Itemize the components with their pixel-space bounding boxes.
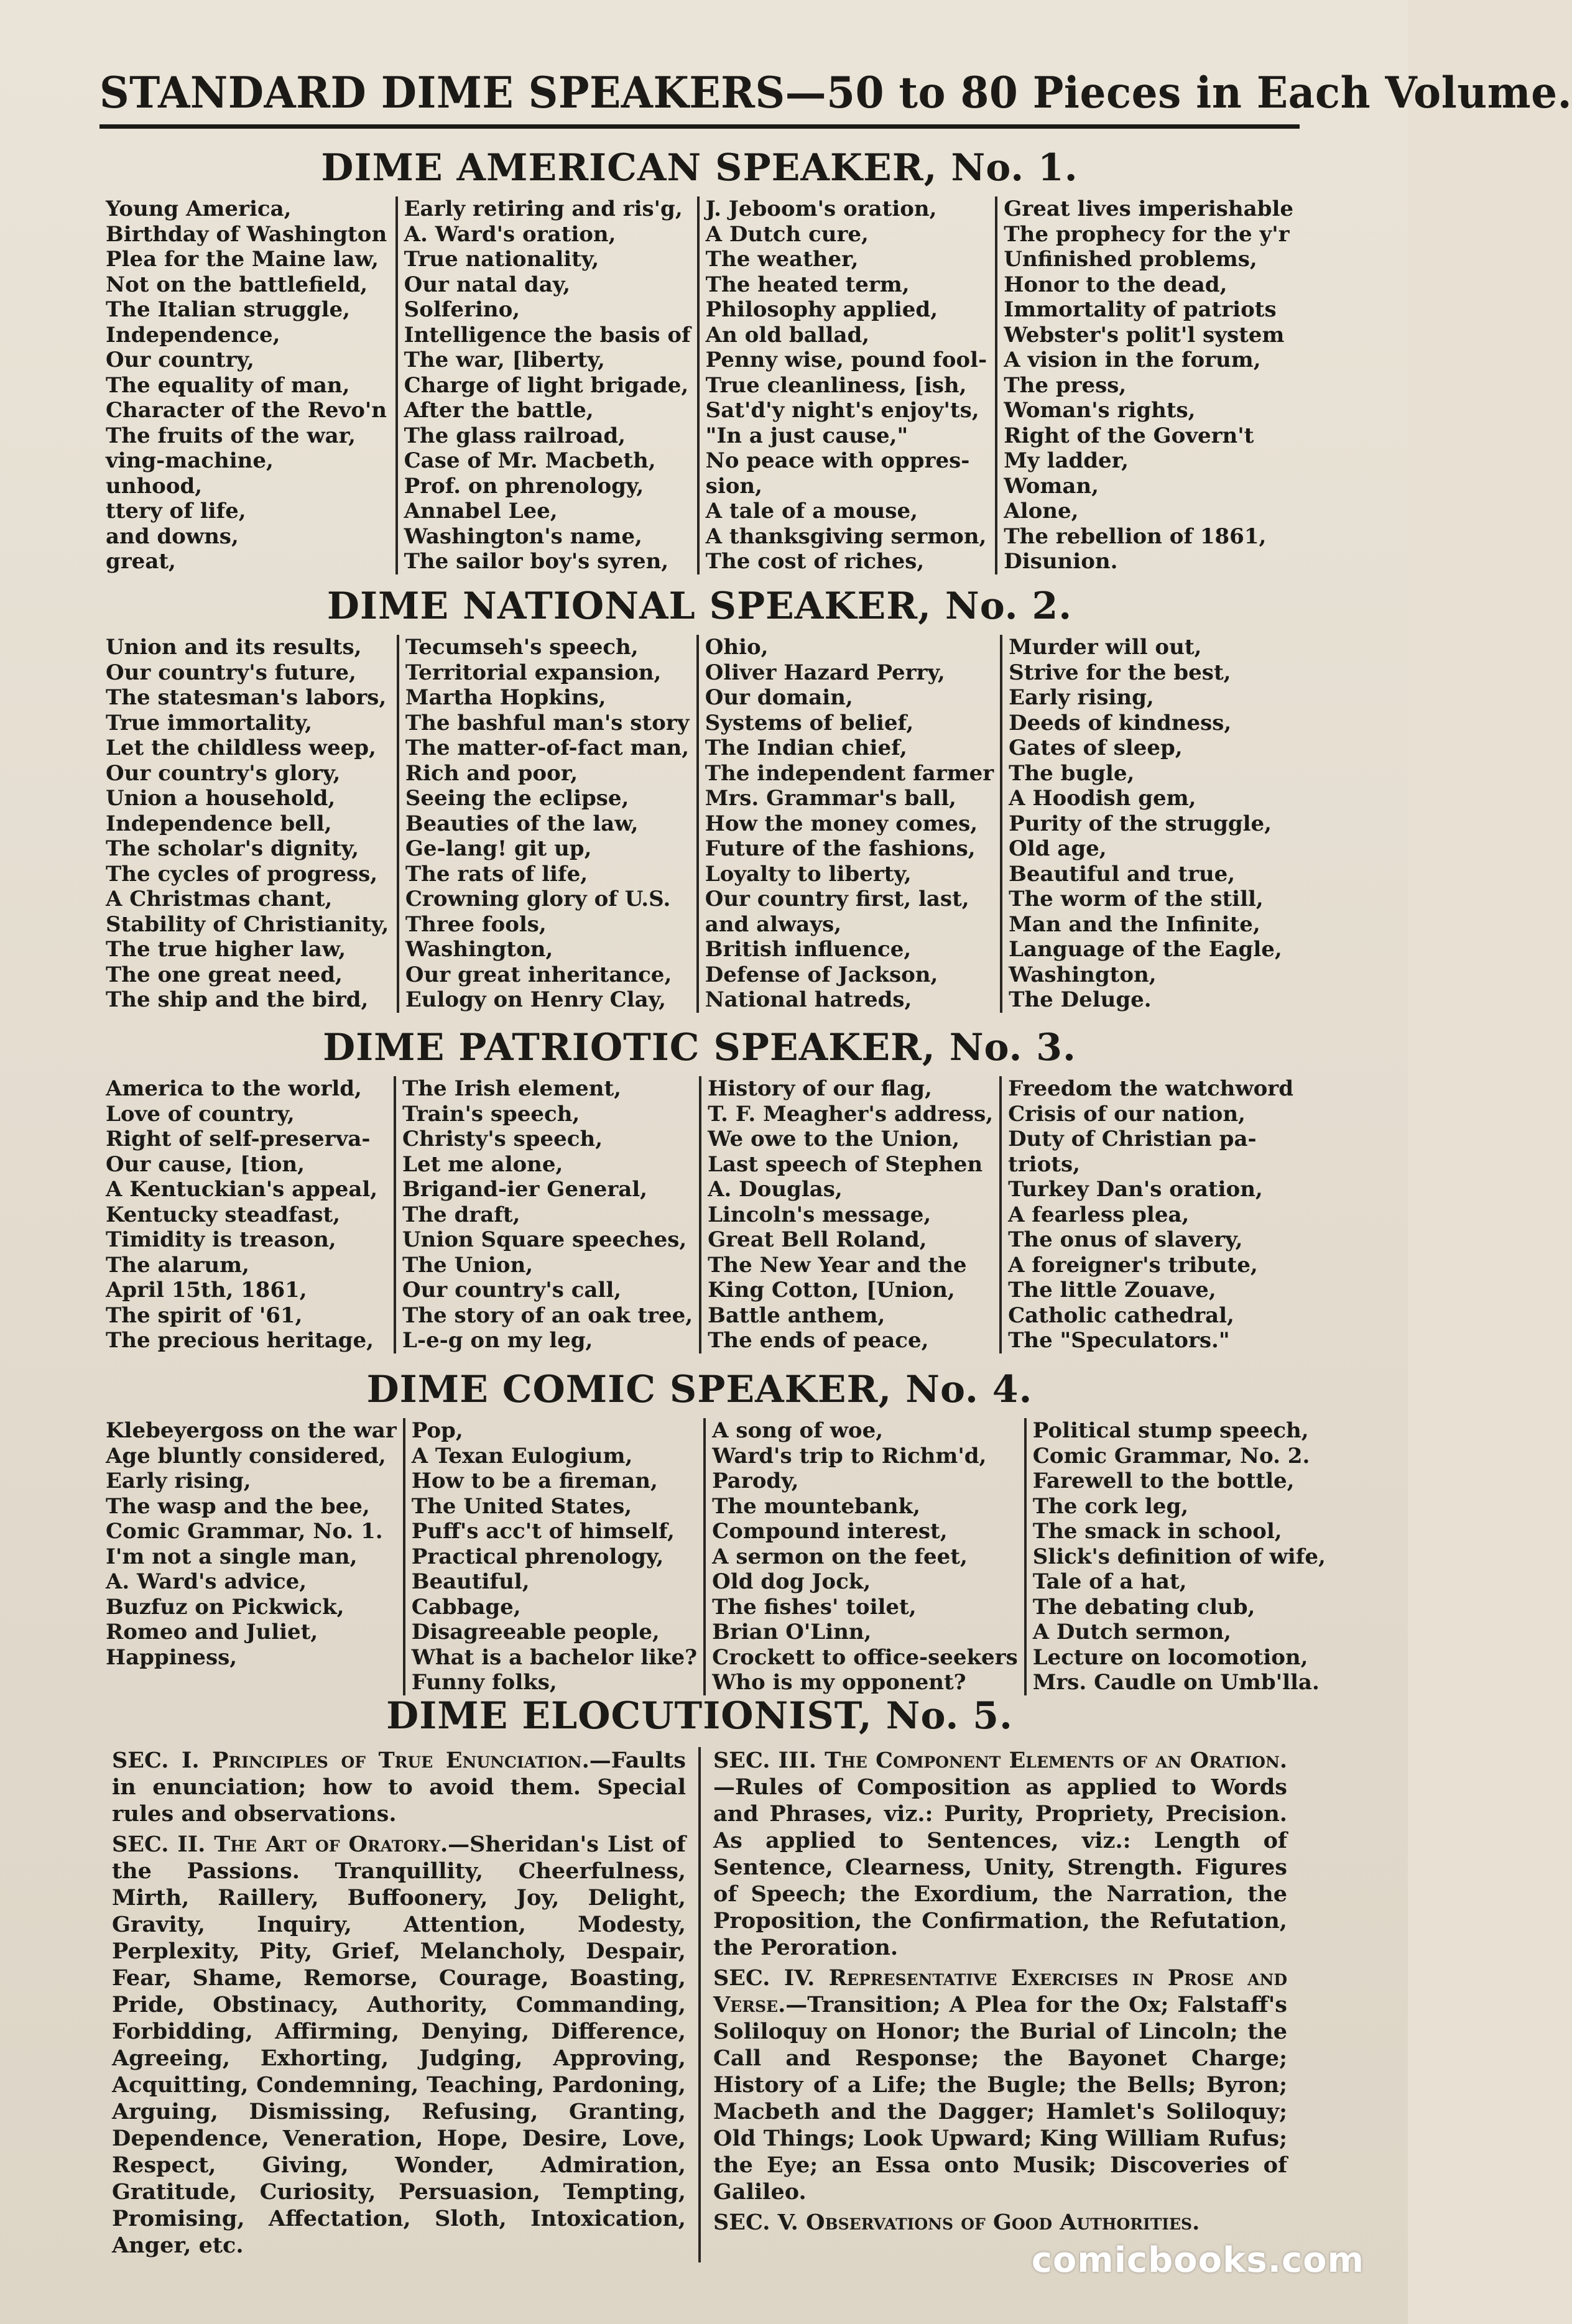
list-item: Not on the battlefield, <box>106 272 368 297</box>
list-item: Buzfuz on Pickwick, <box>106 1594 344 1620</box>
list-item: Union Square speeches, <box>402 1227 687 1252</box>
elocution-paragraph <box>713 1747 1287 1961</box>
elocution-paragraph <box>112 1747 686 1827</box>
list-item: Character of the Revo'n <box>106 398 387 423</box>
list-item: The rebellion of 1861, <box>1004 523 1267 549</box>
list-item: A song of woe, <box>712 1418 884 1443</box>
paragraph-heading: SEC. I. Principles of True Enunciation. <box>112 1748 590 1773</box>
list-item: Our cause, [tion, <box>106 1151 305 1177</box>
list-item: The prophecy for the y'r <box>1004 221 1290 247</box>
list-item: Ge-lang! git up, <box>405 836 592 861</box>
list-item: L-e-g on my leg, <box>402 1328 593 1353</box>
list-item: Happiness, <box>106 1644 238 1670</box>
list-item: Stability of Christianity, <box>106 911 389 937</box>
header-rule <box>99 124 1300 129</box>
list-item: A tale of a mouse, <box>705 499 918 523</box>
list-item: How to be a fireman, <box>411 1469 658 1493</box>
list-item: The draft, <box>402 1202 520 1227</box>
list-item: Territorial expansion, <box>405 660 662 685</box>
section-comic-speaker <box>99 1365 1326 1695</box>
list-item: The true higher law, <box>106 937 346 962</box>
list-item: Intelligence the basis of <box>404 322 691 348</box>
elocution-paragraph <box>713 2209 1287 2236</box>
list-item: Man and the Infinite, <box>1009 911 1260 937</box>
list-item: Comic Grammar, No. 2. <box>1032 1443 1310 1469</box>
list-item: True immortality, <box>106 710 312 735</box>
paragraph-body: —Faults in enunciation; how to avoid them. Special rules and observations. <box>112 1748 686 1827</box>
list-item: unhood, <box>106 473 203 499</box>
list-item: Independence, <box>106 322 280 348</box>
list-item: Sat'd'y night's enjoy'ts, <box>705 398 979 423</box>
list-item: Mrs. Grammar's ball, <box>705 786 956 811</box>
list-item: King Cotton, [Union, <box>708 1278 955 1303</box>
list-column <box>403 1418 703 1695</box>
list-item: The spirit of '61, <box>106 1303 303 1328</box>
list-item: Crisis of our nation, <box>1008 1101 1246 1127</box>
list-item: Catholic cathedral, <box>1008 1303 1234 1328</box>
list-item: and always, <box>705 911 842 937</box>
list-item: I'm not a single man, <box>106 1544 358 1569</box>
list-item: The debating club, <box>1032 1594 1255 1620</box>
list-item: The statesman's labors, <box>106 685 387 710</box>
list-item: The scholar's dignity, <box>106 836 359 861</box>
list-item: ttery of life, <box>106 499 246 523</box>
list-item: A sermon on the feet, <box>712 1544 968 1569</box>
list-item: We owe to the Union, <box>708 1127 960 1151</box>
list-item: A Texan Eulogium, <box>411 1443 633 1469</box>
list-item: Right of the Govern't <box>1004 423 1254 448</box>
paragraph-body: —Transition; A Plea for the Ox; Falstaff's Soliloquy on Honor; the Burial of Lincoln; the Call and Response; the Bayonet Charge; History of a Life; the Bugle; the Bells; Byron; Macbeth and the Dagger; Hamlet's Soliloquy; Old Things; Look Upward; King William Rufus; the Eye; an Essa onto Musik; Discoveries of Galileo. <box>713 1992 1287 2205</box>
list-item: Birthday of Washington <box>106 221 387 247</box>
paragraph-heading: SEC. III. The Component Elements of an Oration. <box>713 1748 1287 1773</box>
elocutionist-columns <box>99 1747 1300 2262</box>
list-item: The ship and the bird, <box>106 987 369 1012</box>
list-column <box>699 1076 999 1353</box>
list-item: The ends of peace, <box>708 1328 929 1353</box>
section-title: DIME AMERICAN SPEAKER, No. 1. <box>321 146 1078 190</box>
list-item: Washington, <box>1009 962 1157 987</box>
list-item: Puff's acc't of himself, <box>411 1519 675 1544</box>
list-item: Comic Grammar, No. 1. <box>106 1519 383 1544</box>
list-item: The war, [liberty, <box>404 348 605 372</box>
list-item: Washington, <box>405 937 553 962</box>
list-column <box>1024 1418 1332 1695</box>
list-column <box>1000 635 1300 1013</box>
list-item: The worm of the still, <box>1009 887 1264 911</box>
list-item: Christy's speech, <box>402 1127 603 1151</box>
section-national-speaker <box>99 581 1300 1013</box>
list-item: A Christmas chant, <box>106 887 333 911</box>
list-item: The smack in school, <box>1032 1519 1282 1544</box>
list-item: After the battle, <box>404 398 594 423</box>
list-item: Tecumseh's speech, <box>405 635 639 660</box>
list-item: Our country, <box>106 348 254 372</box>
list-column <box>995 196 1300 574</box>
list-item: The story of an oak tree, <box>402 1303 693 1328</box>
list-item: Martha Hopkins, <box>405 685 606 710</box>
list-item: sion, <box>705 473 762 499</box>
paragraph-body: —Sheridan's List of the Passions. Tranquillity, Cheerfulness, Mirth, Raillery, Buffoonery, Joy, Delight, Gravity, Inquiry, Attention, Modesty, Perplexity, Pity, Grief, Melancholy, Despair, Fear, Shame, Remorse, Courage, Boasting, Pride, Obstinacy, Authority, Commanding, Forbidding, Affirming, Denying, Difference, Agreeing, Exhorting, Judging, Approving, Acquitting, Condemning, Teaching, Pardoning, Arguing, Dismissing, Refusing, Granting, Dependence, Veneration, Hope, Desire, Love, Respect, Giving, Wonder, Admiration, Gratitude, Curiosity, Persuasion, Tempting, Promising, Affectation, Sloth, Intoxication, Anger, etc. <box>112 1832 686 2258</box>
section-columns <box>99 196 1300 574</box>
list-item: The Indian chief, <box>705 735 907 760</box>
list-item: Defense of Jackson, <box>705 962 938 987</box>
list-item: Old age, <box>1009 836 1107 861</box>
list-item: What is a bachelor like? <box>411 1644 698 1670</box>
list-item: Purity of the struggle, <box>1009 811 1272 836</box>
list-item: Great Bell Roland, <box>708 1227 927 1252</box>
list-item: Murder will out, <box>1009 635 1202 660</box>
list-item: The onus of slavery, <box>1008 1227 1243 1252</box>
list-item: The "Speculators." <box>1008 1328 1230 1353</box>
list-column <box>394 1076 699 1353</box>
list-item: triots, <box>1008 1151 1080 1177</box>
list-item: Early rising, <box>1009 685 1154 710</box>
list-item: How the money comes, <box>705 811 978 836</box>
list-item: Battle anthem, <box>708 1303 885 1328</box>
list-item: The one great need, <box>106 962 343 987</box>
list-item: "In a just cause," <box>705 423 909 448</box>
list-item: Compound interest, <box>712 1519 948 1544</box>
list-item: Our country's future, <box>106 660 356 685</box>
list-item: Loyalty to liberty, <box>705 861 912 887</box>
list-item: Deeds of kindness, <box>1009 710 1232 735</box>
section-columns <box>99 1076 1300 1353</box>
list-item: J. Jeboom's oration, <box>705 196 937 221</box>
list-item: A foreigner's tribute, <box>1008 1252 1258 1278</box>
list-item: National hatreds, <box>705 987 912 1012</box>
list-item: A Dutch cure, <box>705 221 869 247</box>
list-item: Pop, <box>411 1418 463 1443</box>
list-item: The alarum, <box>106 1252 249 1278</box>
list-item: Funny folks, <box>411 1670 557 1695</box>
list-item: Early retiring and ris'g, <box>404 196 683 221</box>
list-item: The Irish element, <box>402 1076 622 1101</box>
list-column <box>397 635 696 1013</box>
list-item: The New Year and the <box>708 1252 967 1278</box>
list-item: The rats of life, <box>405 861 588 887</box>
list-item: Last speech of Stephen <box>708 1151 983 1177</box>
list-item: A. Ward's advice, <box>106 1569 307 1594</box>
list-item: Right of self-preserva- <box>106 1127 371 1151</box>
list-item: Our great inheritance, <box>405 962 672 987</box>
list-item: Mrs. Caudle on Umb'lla. <box>1032 1670 1320 1695</box>
list-item: America to the world, <box>106 1076 362 1101</box>
list-column <box>999 1076 1300 1353</box>
list-item: My ladder, <box>1004 448 1129 473</box>
list-item: The mountebank, <box>712 1493 920 1519</box>
paragraph-heading: SEC. IV. Representative Exercises in Prose and Verse. <box>713 1965 1287 2017</box>
list-item: Plea for the Maine law, <box>106 247 379 272</box>
list-item: The heated term, <box>705 272 910 297</box>
list-item: Let the childless weep, <box>106 735 376 760</box>
list-item: The bashful man's story <box>405 710 690 735</box>
list-item: Language of the Eagle, <box>1009 937 1282 962</box>
list-item: Seeing the eclipse, <box>405 786 629 811</box>
list-column <box>395 196 697 574</box>
list-item: Tale of a hat, <box>1032 1569 1187 1594</box>
list-item: Early rising, <box>106 1469 251 1493</box>
list-item: Woman, <box>1004 473 1099 499</box>
list-item: Honor to the dead, <box>1004 272 1228 297</box>
list-item: The bugle, <box>1009 760 1135 786</box>
list-item: Immortality of patriots <box>1004 297 1277 322</box>
list-item: A Hoodish gem, <box>1009 786 1196 811</box>
list-item: Disagreeable people, <box>411 1620 660 1644</box>
list-item: Beauties of the law, <box>405 811 639 836</box>
list-item: A vision in the forum, <box>1004 348 1261 372</box>
list-item: The Deluge. <box>1009 987 1152 1012</box>
paragraph-body: —Rules of Composition as applied to Words and Phrases, viz.: Purity, Propriety, Precision. As applied to Sentences, viz.: Length of Sentence, Clearness, Unity, Strength. Figures of Speech; the Exordium, the Narration, the Proposition, the Confirmation, the Refutation, the Peroration. <box>713 1774 1287 1960</box>
list-item: Ward's trip to Richm'd, <box>712 1443 987 1469</box>
list-item: Brian O'Linn, <box>712 1620 872 1644</box>
list-item: An old ballad, <box>705 322 870 348</box>
list-item: A. Douglas, <box>708 1177 843 1202</box>
list-item: and downs, <box>106 523 239 549</box>
list-item: The Union, <box>402 1252 534 1278</box>
list-item: Eulogy on Henry Clay, <box>405 987 667 1012</box>
list-item: Romeo and Juliet, <box>106 1620 318 1644</box>
list-item: Crowning glory of U.S. <box>405 887 671 911</box>
list-item: April 15th, 1861, <box>106 1278 307 1303</box>
list-item: The wasp and the bee, <box>106 1493 370 1519</box>
elocution-paragraph <box>112 1831 686 2259</box>
list-item: The press, <box>1004 372 1127 398</box>
paragraph-heading: SEC. V. Observations of Good Authorities. <box>713 2210 1200 2235</box>
list-item: The fruits of the war, <box>106 423 356 448</box>
list-item: The glass railroad, <box>404 423 626 448</box>
list-item: Farewell to the bottle, <box>1032 1469 1295 1493</box>
list-column <box>703 1418 1024 1695</box>
list-item: Woman's rights, <box>1004 398 1196 423</box>
elocutionist-right-column <box>698 1747 1300 2262</box>
list-item: Age bluntly considered, <box>106 1443 386 1469</box>
elocutionist-left-column <box>99 1747 698 2262</box>
watermark: comicbooks.com <box>1031 2240 1364 2280</box>
list-item: Kentucky steadfast, <box>106 1202 341 1227</box>
list-item: The United States, <box>411 1493 632 1519</box>
list-item: Duty of Christian pa- <box>1008 1127 1257 1151</box>
list-item: Practical phrenology, <box>411 1544 664 1569</box>
list-column <box>696 635 1000 1013</box>
list-item: Union a household, <box>106 786 336 811</box>
list-item: Washington's name, <box>404 523 642 549</box>
list-item: Philosophy applied, <box>705 297 938 322</box>
list-item: Union and its results, <box>106 635 362 660</box>
list-item: Annabel Lee, <box>404 499 558 523</box>
list-item: Our country first, last, <box>705 887 969 911</box>
list-item: Charge of light brigade, <box>404 372 689 398</box>
list-item: Our domain, <box>705 685 853 710</box>
list-item: A fearless plea, <box>1008 1202 1190 1227</box>
list-item: The independent farmer <box>705 760 994 786</box>
list-item: The weather, <box>705 247 859 272</box>
list-item: The cycles of progress, <box>106 861 378 887</box>
list-item: Klebeyergoss on the war <box>106 1418 397 1443</box>
list-item: Oliver Hazard Perry, <box>705 660 945 685</box>
paragraph-heading: SEC. II. The Art of Oratory. <box>112 1832 448 1857</box>
list-item: Alone, <box>1004 499 1079 523</box>
list-item: Our country's glory, <box>106 760 341 786</box>
list-item: The little Zouave, <box>1008 1278 1216 1303</box>
section-elocutionist <box>99 1691 1300 2262</box>
list-item: The cost of riches, <box>705 549 925 574</box>
list-column <box>99 1418 403 1695</box>
list-item: Great lives imperishable <box>1004 196 1293 221</box>
list-item: Political stump speech, <box>1032 1418 1309 1443</box>
list-item: Cabbage, <box>411 1594 521 1620</box>
list-item: True nationality, <box>404 247 599 272</box>
section-title: DIME NATIONAL SPEAKER, No. 2. <box>326 584 1073 628</box>
list-item: Prof. on phrenology, <box>404 473 644 499</box>
list-item: great, <box>106 549 176 574</box>
section-title: DIME ELOCUTIONIST, No. 5. <box>386 1694 1013 1738</box>
list-item: Old dog Jock, <box>712 1569 871 1594</box>
list-item: Future of the fashions, <box>705 836 976 861</box>
list-item: Independence bell, <box>106 811 332 836</box>
list-item: Beautiful and true, <box>1009 861 1236 887</box>
list-item: Brigand-ier General, <box>402 1177 648 1202</box>
list-item: ving-machine, <box>106 448 274 473</box>
list-item: Unfinished problems, <box>1004 247 1257 272</box>
list-item: Penny wise, pound fool- <box>705 348 987 372</box>
list-item: The Italian struggle, <box>106 297 350 322</box>
list-item: Webster's polit'l system <box>1004 322 1285 348</box>
list-item: A. Ward's oration, <box>404 221 616 247</box>
page-header: STANDARD DIME SPEAKERS—50 to 80 Pieces in Each Volume. <box>99 67 1572 118</box>
list-item: Parody, <box>712 1469 799 1493</box>
list-item: Case of Mr. Macbeth, <box>404 448 656 473</box>
section-title: DIME COMIC SPEAKER, No. 4. <box>366 1368 1033 1411</box>
list-item: Freedom the watchword <box>1008 1076 1293 1101</box>
list-column <box>99 1076 394 1353</box>
list-item: History of our flag, <box>708 1076 932 1101</box>
list-item: Train's speech, <box>402 1101 580 1127</box>
list-item: Who is my opponent? <box>712 1670 966 1695</box>
section-title: DIME PATRIOTIC SPEAKER, No. 3. <box>323 1026 1076 1069</box>
list-item: Let me alone, <box>402 1151 563 1177</box>
list-item: A Dutch sermon, <box>1032 1620 1231 1644</box>
list-item: Lecture on locomotion, <box>1032 1644 1308 1670</box>
list-item: Turkey Dan's oration, <box>1008 1177 1263 1202</box>
list-item: Three fools, <box>405 911 547 937</box>
list-item: No peace with oppres- <box>705 448 970 473</box>
list-item: Gates of sleep, <box>1009 735 1183 760</box>
list-item: Lincoln's message, <box>708 1202 932 1227</box>
list-item: Young America, <box>106 196 292 221</box>
section-patriotic-speaker <box>99 1023 1300 1353</box>
list-item: Slick's definition of wife, <box>1032 1544 1326 1569</box>
list-item: Timidity is treason, <box>106 1227 336 1252</box>
list-item: British influence, <box>705 937 912 962</box>
list-item: Rich and poor, <box>405 760 578 786</box>
list-item: Disunion. <box>1004 549 1118 574</box>
list-item: A Kentuckian's appeal, <box>106 1177 378 1202</box>
list-item: Love of country, <box>106 1101 295 1127</box>
section-columns <box>99 1418 1326 1695</box>
list-item: Ohio, <box>705 635 769 660</box>
elocution-paragraph <box>713 1965 1287 2205</box>
list-item: The equality of man, <box>106 372 350 398</box>
list-item: Systems of belief, <box>705 710 914 735</box>
list-item: A thanksgiving sermon, <box>705 523 987 549</box>
list-item: The precious heritage, <box>106 1328 374 1353</box>
list-item: Crockett to office-seekers <box>712 1644 1018 1670</box>
list-item: The matter-of-fact man, <box>405 735 690 760</box>
list-column <box>99 196 395 574</box>
list-item: Solferino, <box>404 297 520 322</box>
list-column <box>697 196 996 574</box>
list-item: Our country's call, <box>402 1278 622 1303</box>
list-item: The cork leg, <box>1032 1493 1189 1519</box>
section-columns <box>99 635 1300 1013</box>
list-item: Our natal day, <box>404 272 571 297</box>
list-item: T. F. Meagher's address, <box>708 1101 994 1127</box>
list-item: Strive for the best, <box>1009 660 1231 685</box>
section-american-speaker <box>99 143 1300 574</box>
list-item: True cleanliness, [ish, <box>705 372 967 398</box>
list-item: The fishes' toilet, <box>712 1594 917 1620</box>
list-item: The sailor boy's syren, <box>404 549 669 574</box>
list-column <box>99 635 397 1013</box>
list-item: Beautiful, <box>411 1569 530 1594</box>
